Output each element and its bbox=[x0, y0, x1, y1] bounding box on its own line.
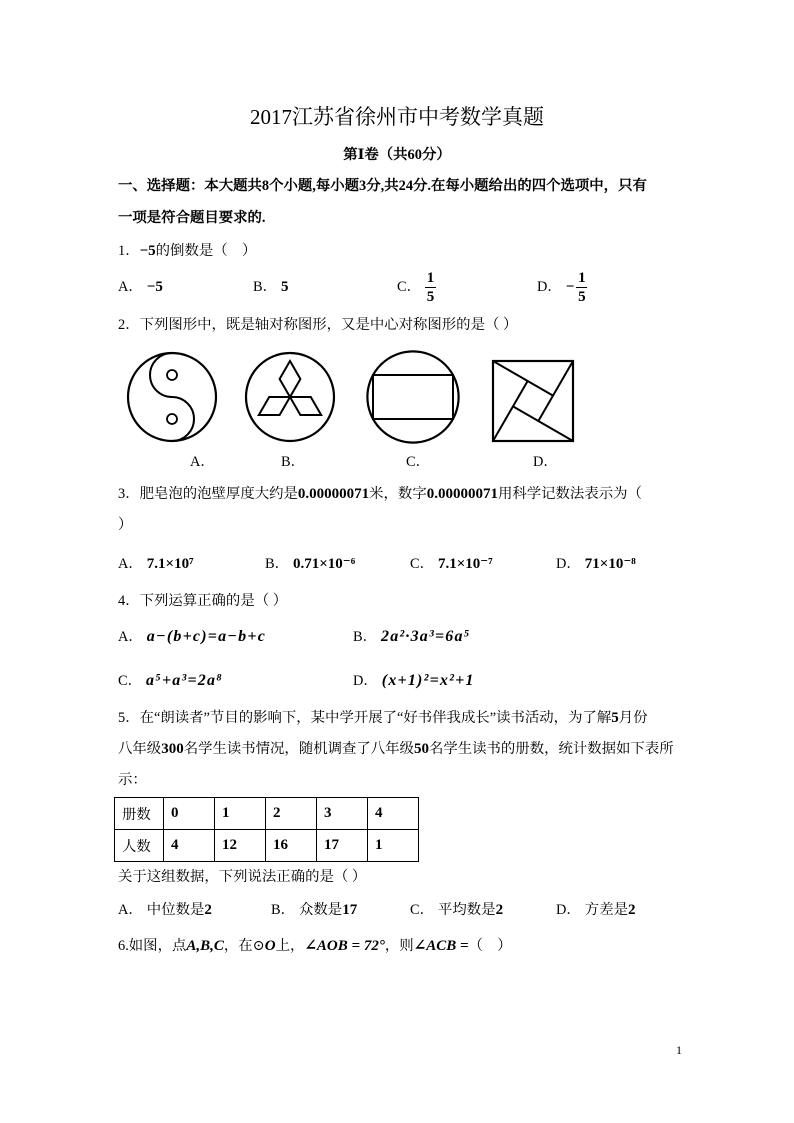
text-run: 1． bbox=[118, 243, 140, 259]
text-run: 八年级 bbox=[118, 741, 162, 757]
table-row-header: 人数 bbox=[115, 830, 164, 862]
q3-option-b bbox=[265, 554, 355, 574]
page-title: 2017江苏省徐州市中考数学真题 bbox=[250, 105, 544, 129]
fraction-bar bbox=[425, 287, 436, 288]
option-label: D． bbox=[353, 673, 378, 689]
figure-c-rectangle bbox=[373, 375, 453, 419]
question-3-stem-line-2: ） bbox=[118, 517, 133, 533]
question-1-stem bbox=[118, 241, 256, 261]
math-expression: ∠ACB = bbox=[413, 938, 469, 954]
table-cell: 2 bbox=[266, 798, 317, 830]
table-cell: 1 bbox=[215, 798, 266, 830]
question-6-stem bbox=[118, 936, 512, 956]
q5-option-c bbox=[410, 900, 503, 920]
option-label: D． bbox=[556, 902, 581, 918]
option-text: 众数是 bbox=[299, 902, 343, 918]
q3-option-d bbox=[556, 554, 636, 574]
table-cell: 4 bbox=[368, 798, 419, 830]
text-run: 米，数字 bbox=[369, 486, 427, 502]
option-value: 7.1×10⁻⁷ bbox=[438, 556, 493, 572]
text-run: 示： bbox=[118, 772, 147, 788]
question-4-stem: 4．下列运算正确的是（ ） bbox=[118, 593, 288, 609]
figure-d-outer-square bbox=[493, 361, 573, 441]
bold-number: 50 bbox=[413, 741, 429, 757]
text-run: 3．肥皂泡的泡壁厚度大约是 bbox=[118, 486, 298, 502]
text-run: 的倒数是（ ） bbox=[155, 243, 257, 259]
table-cell: 17 bbox=[317, 830, 368, 862]
figure-label-a: A． bbox=[190, 454, 215, 470]
bold-number: 5 bbox=[611, 710, 619, 726]
option-label: B． bbox=[265, 556, 289, 572]
option-text: 平均数是 bbox=[438, 902, 496, 918]
section-instructions-line-1: 一、选择题：本大题共8个小题,每小题3分,共24分.在每小题给出的四个选项中，只有 bbox=[118, 178, 647, 194]
rhombus-lower-right bbox=[290, 397, 321, 415]
figure-d-pinwheel-square bbox=[493, 361, 573, 441]
table-cell: 4 bbox=[164, 830, 215, 862]
option-text: 方差是 bbox=[584, 902, 628, 918]
math-expression: O bbox=[264, 938, 276, 954]
fraction-denominator: 5 bbox=[426, 288, 435, 305]
option-label: A． bbox=[118, 279, 143, 295]
text-run: 6.如图，点 bbox=[118, 938, 187, 954]
text-run: 5．在“朗读者”节目的影响下，某中学开展了“好书伴我成长”读书活动，为了解 bbox=[118, 710, 612, 726]
text-run: 用科学记数法表示为（ bbox=[497, 486, 642, 502]
table-row-header: 册数 bbox=[115, 798, 164, 830]
question-5-stem-line-1 bbox=[118, 708, 648, 728]
option-value: 0.71×10⁻⁶ bbox=[293, 556, 356, 572]
figure-c-rectangle-in-circle bbox=[367, 351, 458, 442]
text-run: ，则 bbox=[384, 938, 414, 954]
q3-option-a bbox=[118, 554, 194, 574]
option-value: 17 bbox=[342, 902, 358, 918]
option-expression: a−(b+c)=a−b+c bbox=[146, 628, 266, 645]
option-label: D． bbox=[556, 556, 581, 572]
q4-option-b bbox=[353, 627, 470, 647]
option-value: −5 bbox=[146, 279, 163, 295]
q1-option-b bbox=[253, 267, 289, 307]
option-label: B． bbox=[253, 279, 277, 295]
math-expression: A,B,C bbox=[186, 938, 224, 954]
option-label: C． bbox=[118, 673, 142, 689]
bold-number: −5 bbox=[139, 243, 156, 259]
yin-yang-s-curve bbox=[150, 353, 194, 441]
q4-option-a bbox=[118, 627, 266, 647]
question-3-stem-line-1 bbox=[118, 484, 642, 504]
page-number: 1 bbox=[676, 1043, 682, 1057]
bold-number: 0.00000071 bbox=[426, 486, 498, 502]
figure-a-yin-yang bbox=[128, 353, 216, 441]
option-expression: 2a²·3a³=6a⁵ bbox=[381, 628, 471, 645]
rhombus-lower-left bbox=[259, 397, 290, 415]
question-5-stem-line-3 bbox=[118, 770, 147, 790]
option-value: 71×10⁻⁸ bbox=[584, 556, 636, 572]
q4-option-c bbox=[118, 671, 223, 691]
option-label: B． bbox=[271, 902, 295, 918]
option-label: A． bbox=[118, 902, 143, 918]
q1-option-c bbox=[397, 267, 436, 307]
part-title: 第Ⅰ卷（共60分） bbox=[343, 147, 451, 163]
option-label: C． bbox=[410, 902, 434, 918]
q5-option-b bbox=[271, 900, 357, 920]
minus-sign: − bbox=[565, 279, 575, 295]
text-run: （ ） bbox=[468, 938, 512, 954]
bold-number: 300 bbox=[161, 741, 184, 757]
text-run: 月份 bbox=[618, 710, 648, 726]
option-value: 2 bbox=[204, 902, 212, 918]
fraction bbox=[425, 270, 436, 305]
question-5-stem-line-2 bbox=[118, 739, 674, 759]
question-5-prompt: 关于这组数据，下列说法正确的是（ ） bbox=[118, 869, 367, 885]
table-row-students bbox=[115, 830, 419, 862]
option-value: 2 bbox=[627, 902, 636, 918]
option-label: D． bbox=[537, 279, 562, 295]
question-2-stem: 2．下列图形中，既是轴对称图形，又是中心对称图形的是（ ） bbox=[118, 317, 518, 333]
figure-b-three-rhombus bbox=[246, 353, 334, 441]
bold-number: 0.00000071 bbox=[297, 486, 370, 502]
option-value: 2 bbox=[495, 902, 504, 918]
option-expression: (x+1)²=x²+1 bbox=[381, 672, 475, 689]
figure-label-d: D． bbox=[533, 454, 558, 470]
q5-option-a bbox=[118, 900, 212, 920]
text-run: ，在⊙ bbox=[223, 938, 265, 954]
math-expression: ∠AOB = 72° bbox=[304, 938, 385, 954]
option-label: C． bbox=[410, 556, 434, 572]
figure-label-c: C． bbox=[406, 454, 430, 470]
section-instructions-line-2: 一项是符合题目要求的. bbox=[118, 210, 266, 226]
figure-label-b: B． bbox=[281, 454, 305, 470]
figure-c-circle bbox=[367, 351, 458, 442]
fraction-denominator: 5 bbox=[578, 288, 586, 305]
table-cell: 16 bbox=[266, 830, 317, 862]
q3-option-c bbox=[410, 554, 493, 574]
option-label: A． bbox=[118, 629, 143, 645]
text-run: 名学生读书情况，随机调查了八年级 bbox=[183, 741, 414, 757]
reading-data-table bbox=[114, 797, 419, 862]
table-cell: 12 bbox=[215, 830, 266, 862]
q1-option-a bbox=[118, 267, 163, 307]
table-cell: 3 bbox=[317, 798, 368, 830]
question-2-figures bbox=[120, 340, 600, 450]
option-expression: a⁵+a³=2a⁸ bbox=[146, 672, 223, 689]
q5-option-d bbox=[556, 900, 635, 920]
table-row-books bbox=[115, 798, 419, 830]
rhombus-top bbox=[280, 361, 301, 397]
fraction-numerator: 1 bbox=[426, 269, 435, 286]
option-label: C． bbox=[397, 279, 421, 295]
text-run: 上， bbox=[275, 938, 305, 954]
option-label: B． bbox=[353, 629, 377, 645]
yin-yang-dot-lower bbox=[167, 414, 177, 424]
option-label: A． bbox=[118, 556, 143, 572]
fraction-bar bbox=[576, 287, 587, 288]
table-cell: 1 bbox=[368, 830, 419, 862]
fraction-numerator: 1 bbox=[578, 269, 586, 286]
table-cell: 0 bbox=[164, 798, 215, 830]
q1-option-d bbox=[537, 267, 587, 307]
fraction bbox=[576, 270, 587, 305]
q4-option-d bbox=[353, 671, 475, 691]
option-value: 7.1×10⁷ bbox=[146, 556, 194, 572]
option-text: 中位数是 bbox=[146, 902, 205, 918]
yin-yang-dot-upper bbox=[167, 370, 177, 380]
option-value: 5 bbox=[281, 279, 289, 295]
text-run: 名学生读书的册数，统计数据如下表所 bbox=[428, 741, 674, 757]
